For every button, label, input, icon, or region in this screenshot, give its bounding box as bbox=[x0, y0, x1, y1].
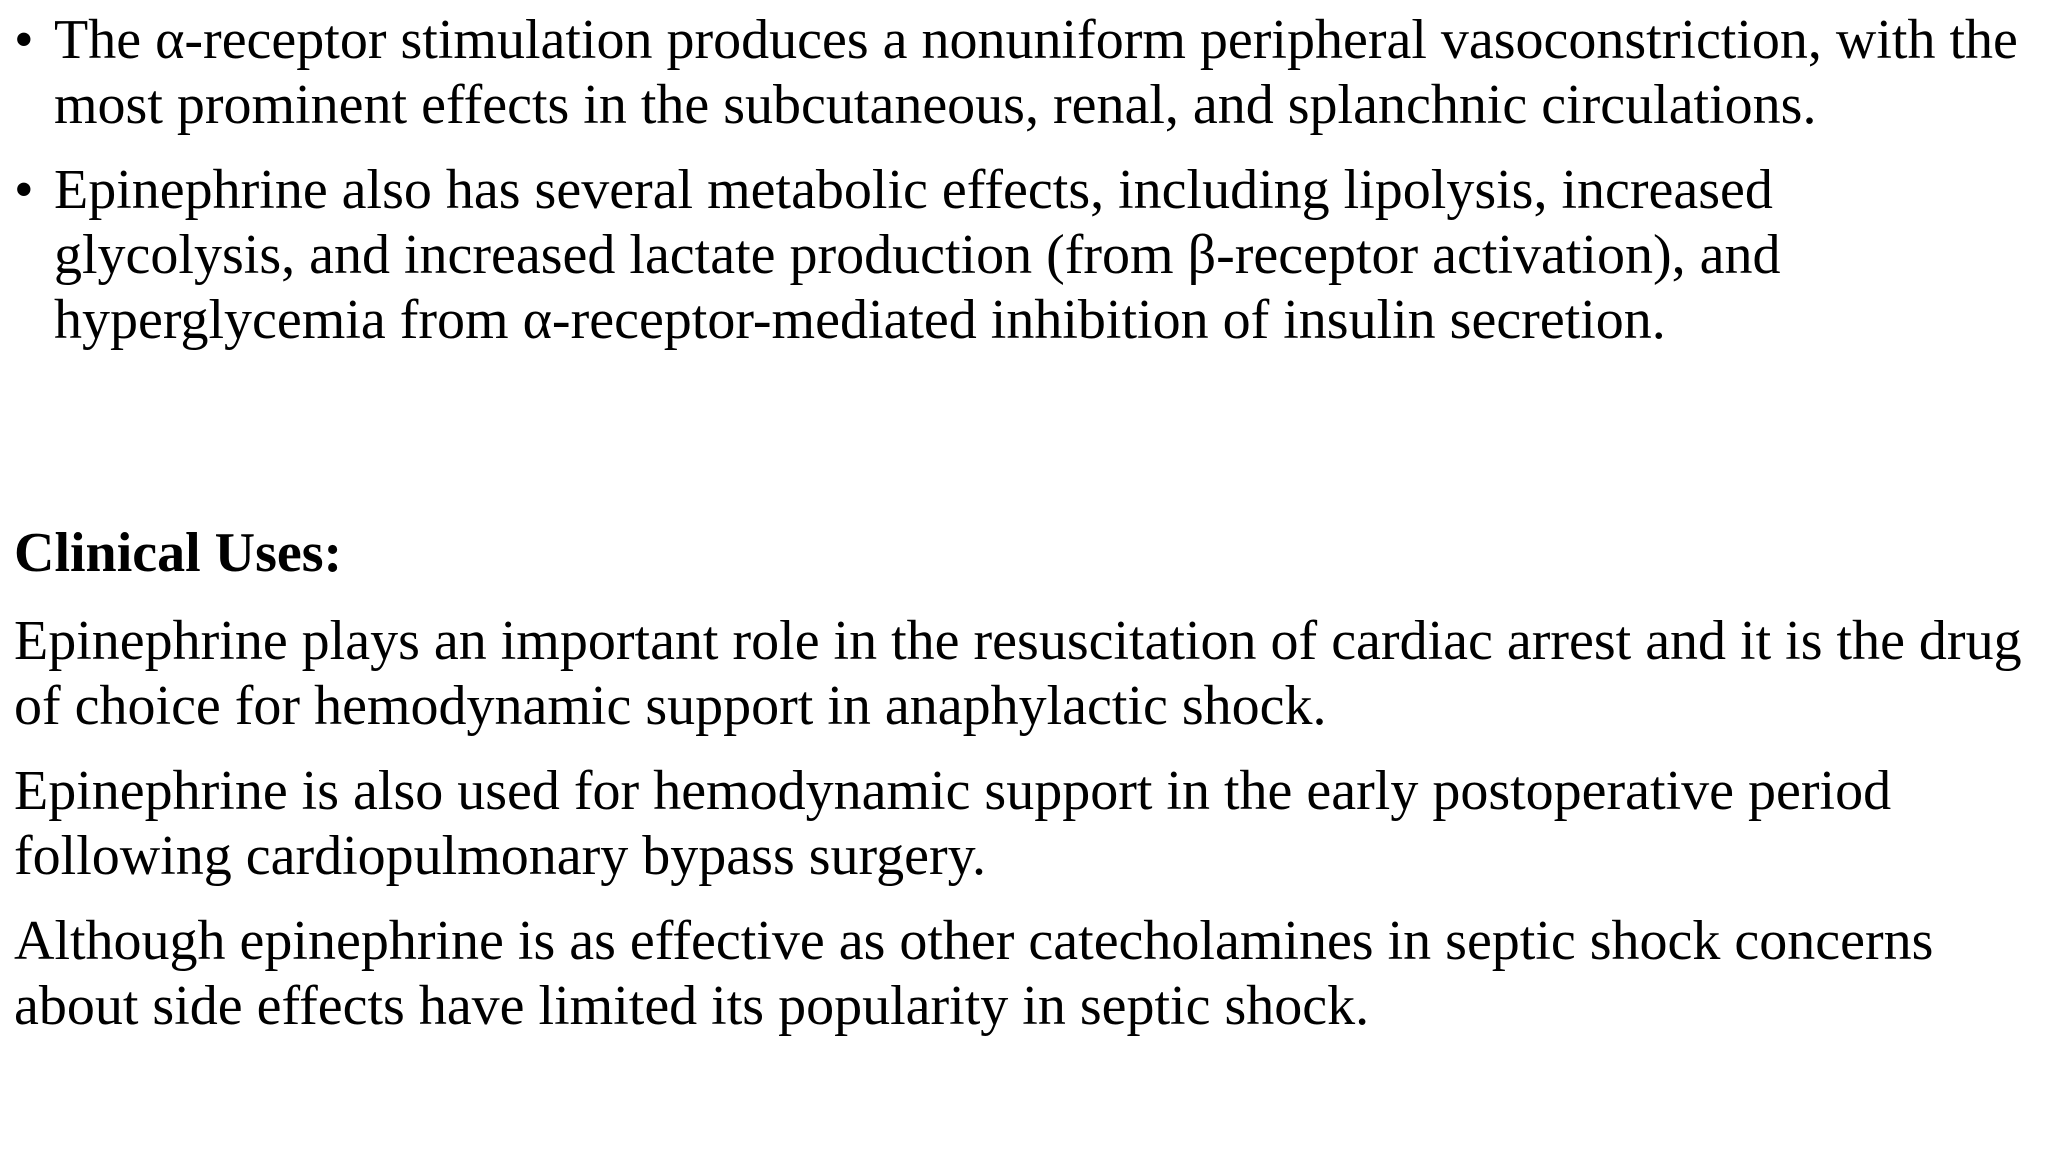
clinical-uses-body bbox=[14, 609, 2044, 1059]
paragraph-septic-shock: Although epinephrine is as effective as other catecholamines in septic shock concerns about side effects have limited its popularity in septic shock. bbox=[14, 910, 1934, 1037]
bullet-item-metabolic-effects bbox=[14, 158, 2024, 353]
bullet-text: The α-receptor stimulation produces a nonuniform peripheral vasoconstriction, with the most prominent effects in the subcutaneous, renal, and splanchnic circulations. bbox=[54, 9, 2018, 136]
bullet-marker: • bbox=[14, 9, 34, 71]
paragraph-cardiac-arrest: Epinephrine plays an important role in the resuscitation of cardiac arrest and it is the drug of choice for hemodynamic support in anaphylactic shock. bbox=[14, 610, 2022, 737]
paragraph-postoperative: Epinephrine is also used for hemodynamic support in the early postoperative period following cardiopulmonary bypass surgery. bbox=[14, 760, 1892, 887]
bullet-item-vasoconstriction bbox=[14, 8, 2024, 138]
bullet-list bbox=[14, 8, 2024, 373]
bullet-marker: • bbox=[14, 159, 34, 221]
bullet-text: Epinephrine also has several metabolic effects, including lipolysis, increased glycolysis, and increased lactate production (from β-receptor activation), and hyperglycemia from α-receptor-mediated inhibition of insulin secretion. bbox=[54, 159, 1781, 351]
section-heading-clinical-uses: Clinical Uses: bbox=[14, 522, 343, 584]
